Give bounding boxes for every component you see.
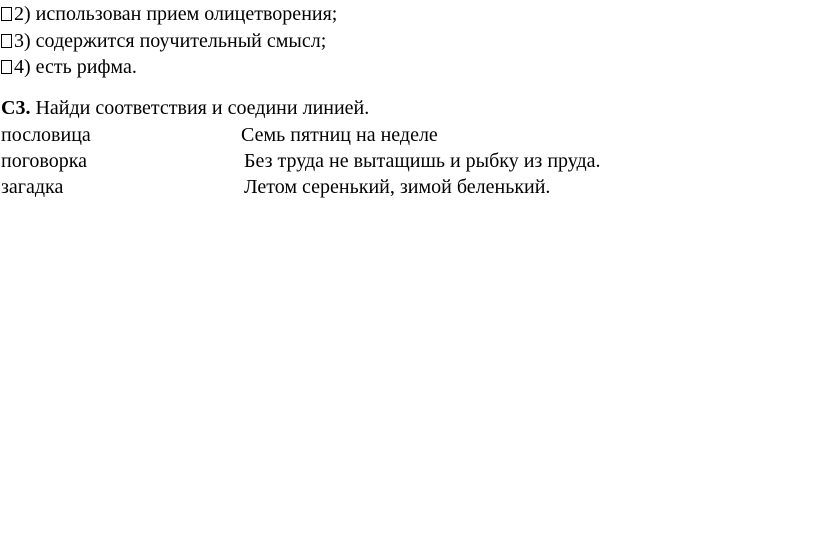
option-3 bbox=[1, 29, 326, 53]
option-4 bbox=[1, 55, 137, 79]
checkbox-icon bbox=[1, 60, 12, 74]
term-riddle: загадка bbox=[1, 176, 64, 198]
option-3-text: 3) содержится поучительный смысл; bbox=[14, 30, 327, 52]
option-2 bbox=[1, 2, 337, 26]
phrase-2: Без труда не вытащишь и рыбку из пруда. bbox=[244, 150, 601, 172]
task-number: С3. bbox=[1, 97, 31, 119]
term-proverb: пословица bbox=[1, 124, 91, 146]
checkbox-icon bbox=[1, 7, 12, 21]
task-instruction: Найди соответствия и соедини линией. bbox=[30, 97, 370, 119]
option-2-text: 2) использован прием олицетворения; bbox=[14, 3, 338, 25]
option-4-text: 4) есть рифма. bbox=[14, 56, 137, 78]
phrase-1: Семь пятниц на неделе bbox=[241, 124, 438, 146]
term-saying: поговорка bbox=[1, 150, 88, 172]
task-heading bbox=[1, 96, 369, 120]
phrase-3: Летом серенький, зимой беленький. bbox=[244, 176, 551, 198]
checkbox-icon bbox=[1, 34, 12, 48]
